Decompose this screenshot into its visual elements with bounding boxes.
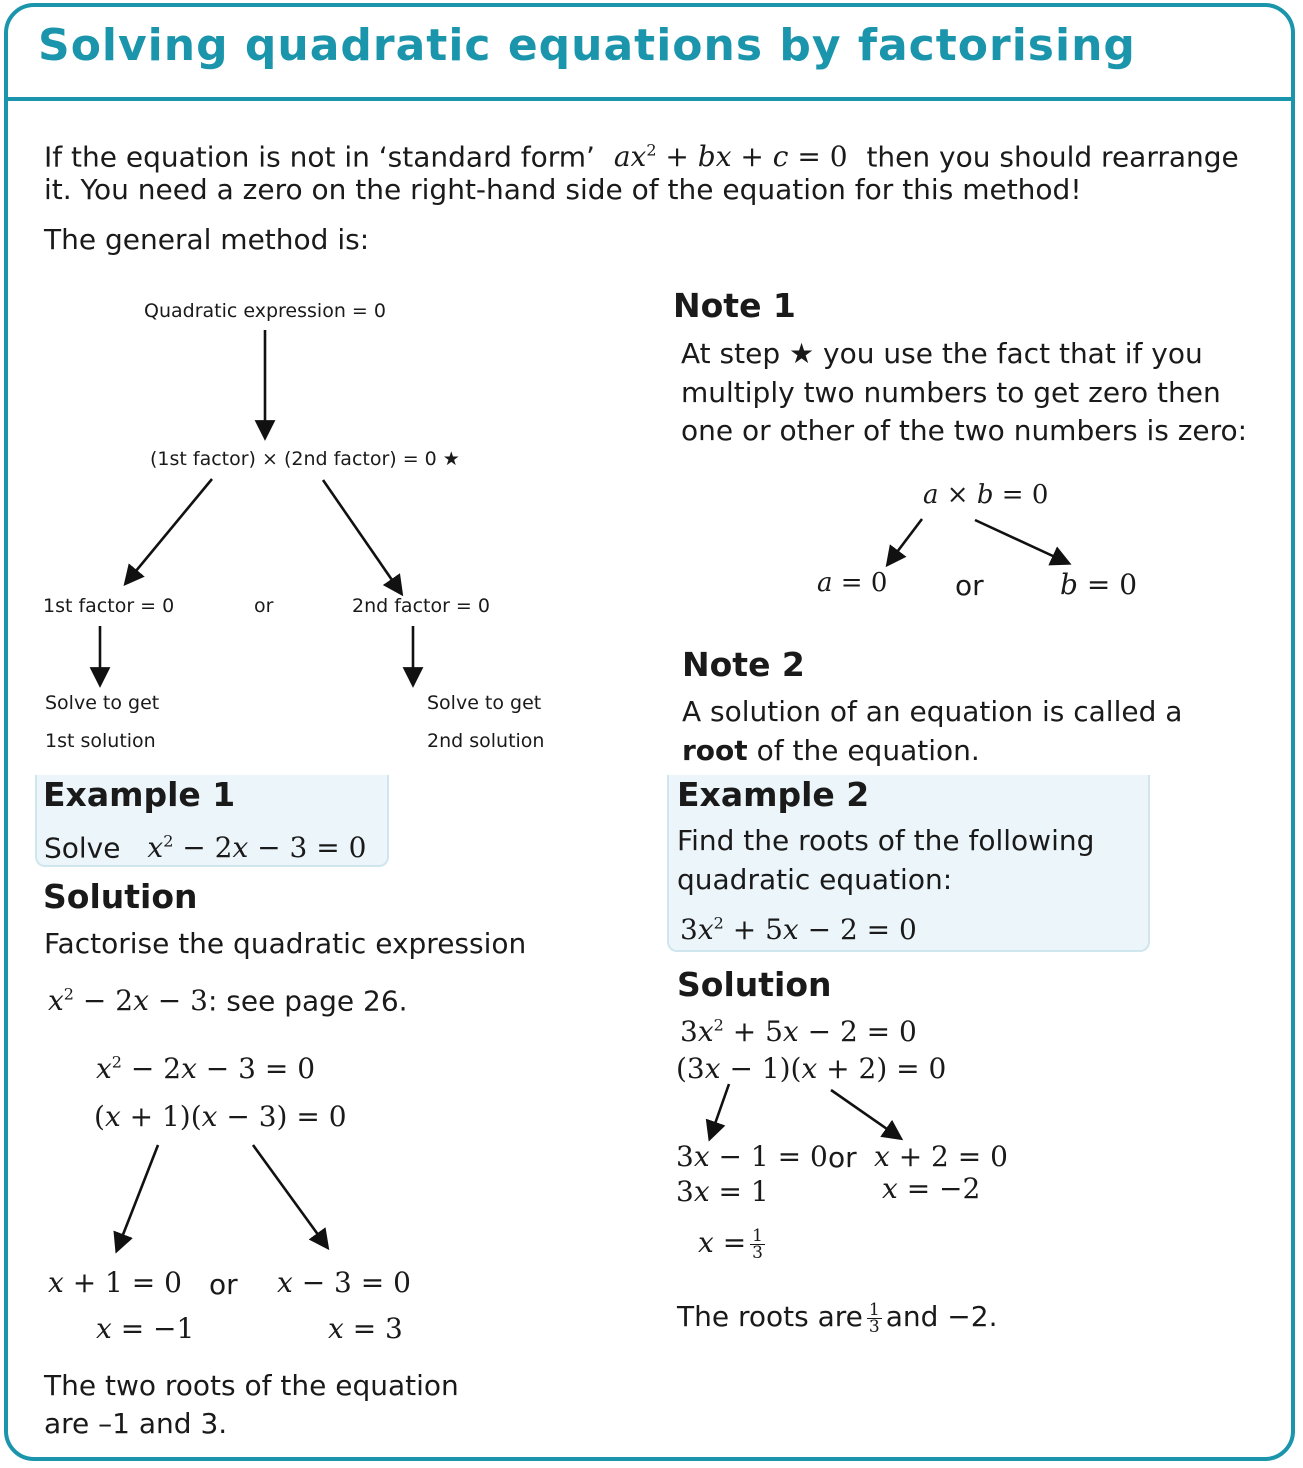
- example1-right-factor: x − 3 = 0: [277, 1266, 411, 1299]
- note2-root-word: root: [682, 734, 748, 767]
- example2-arrow-right: [831, 1090, 900, 1138]
- example2-step2: (3x − 1)(x + 2) = 0: [676, 1052, 947, 1085]
- one-third-fraction: $\frac{1}{3}$: [868, 1299, 880, 1337]
- example2-or: or: [828, 1141, 857, 1174]
- example2-root-2: x = −2: [882, 1172, 981, 1205]
- example1-expression: $x^2 - 2x - 3$: [48, 984, 208, 1018]
- general-method-text: The general method is:: [44, 223, 370, 256]
- flow-left-solution: 1st solution: [45, 730, 156, 752]
- note2-heading: Note 2: [682, 645, 805, 684]
- example2-root-1: x = $\frac{1}{3}$: [698, 1226, 763, 1263]
- note1-b-equals-zero: b = 0: [1060, 568, 1138, 601]
- example1-root-2: x = 3: [328, 1312, 403, 1345]
- example1-solve: Solve: [44, 831, 121, 865]
- example2-line-1: Find the roots of the following: [677, 824, 1095, 857]
- note2-line-1: A solution of an equation is called a: [682, 695, 1183, 728]
- flow-or: or: [254, 595, 274, 617]
- note2-line2-rest: of the equation.: [756, 734, 980, 767]
- example1-conclusion-1: The two roots of the equation: [44, 1369, 459, 1402]
- example2-line-2: quadratic equation:: [677, 863, 953, 896]
- example1-see-page: : see page 26.: [207, 984, 408, 1018]
- note1-line-2: multiply two numbers to get zero then: [681, 376, 1221, 409]
- intro-line-2: it. You need a zero on the right-hand side of the equation for this method!: [44, 173, 1082, 206]
- note1-arrow-right: [975, 520, 1068, 563]
- example1-arrow-right: [253, 1145, 327, 1247]
- flow-middle-node: (1st factor) × (2nd factor) = 0 ★: [150, 448, 460, 470]
- flow-arrow-right: [323, 480, 401, 593]
- intro-line1-a: If the equation is not in ‘standard form’: [44, 140, 595, 174]
- example1-or: or: [209, 1268, 238, 1301]
- example1-arrow-left: [117, 1145, 158, 1250]
- example2-step1: $3x^2 + 5x - 2 = 0$: [680, 1015, 917, 1048]
- example2-solution-heading: Solution: [677, 965, 832, 1004]
- page-title: Solving quadratic equations by factorising: [38, 20, 1136, 71]
- flow-top-node: Quadratic expression = 0: [144, 300, 386, 322]
- example2-equation: $3x^2 + 5x - 2 = 0$: [680, 913, 917, 946]
- example1-step1: $x^2 - 2x - 3 = 0$: [96, 1052, 316, 1085]
- flow-right-solution: 2nd solution: [427, 730, 545, 752]
- note1-line-3: one or other of the two numbers is zero:: [681, 414, 1248, 447]
- example2-heading: Example 2: [677, 775, 870, 814]
- example1-equation: $x^2 - 2x - 3 = 0$: [147, 831, 367, 865]
- example2-left-step: 3x = 1: [676, 1175, 769, 1208]
- note1-a-equals-zero: a = 0: [817, 568, 888, 598]
- example1-root-1: x = −1: [96, 1312, 195, 1345]
- flow-right-solve: Solve to get: [427, 692, 542, 714]
- example2-roots-b: and −2.: [885, 1300, 998, 1333]
- example1-left-factor: x + 1 = 0: [48, 1266, 182, 1299]
- example1-solution-heading: Solution: [43, 877, 198, 916]
- example1-heading: Example 1: [43, 775, 236, 814]
- intro-line1-b: then you should rearrange: [866, 140, 1239, 174]
- standard-form-equation: $ax^2$ + bx + c = 0: [613, 140, 848, 174]
- example1-step2: (x + 1)(x − 3) = 0: [94, 1100, 347, 1133]
- example2-roots-a: The roots are: [677, 1300, 863, 1333]
- note1-arrow-left: [888, 519, 922, 564]
- note1-product-equation: a × b = 0: [923, 480, 1049, 510]
- note1-or: or: [955, 569, 984, 602]
- example1-conclusion-2: are –1 and 3.: [44, 1407, 228, 1440]
- example1-factorise-text: Factorise the quadratic expression: [44, 927, 527, 960]
- note1-heading: Note 1: [673, 286, 796, 325]
- flow-left-factor: 1st factor = 0: [43, 595, 175, 617]
- example2-arrow-left: [710, 1084, 729, 1138]
- flow-left-solve: Solve to get: [45, 692, 160, 714]
- note1-line-1: At step ★ you use the fact that if you: [681, 337, 1203, 370]
- flow-arrow-left: [126, 479, 212, 583]
- flow-right-factor: 2nd factor = 0: [352, 595, 490, 617]
- example2-left-factor: 3x − 1 = 0: [676, 1140, 828, 1173]
- example2-right-factor: x + 2 = 0: [874, 1140, 1008, 1173]
